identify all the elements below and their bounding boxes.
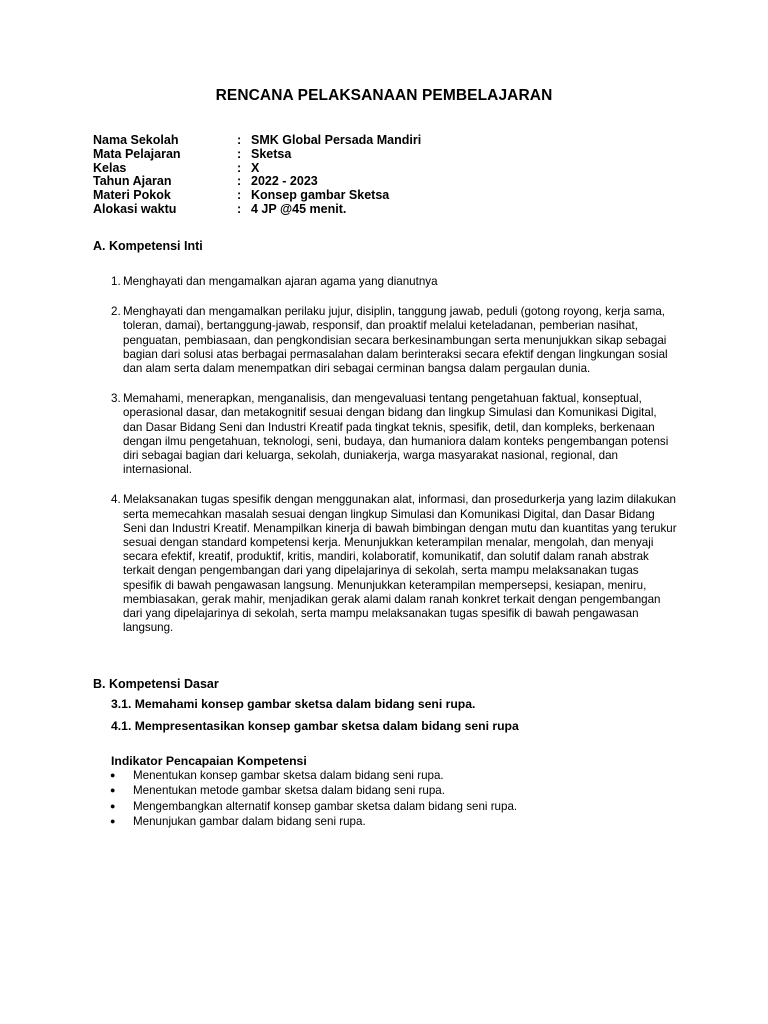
meta-label: Tahun Ajaran [93, 174, 172, 189]
meta-value: Konsep gambar Sketsa [251, 188, 390, 203]
core-competency-list [111, 275, 677, 651]
bullet-icon: ● [110, 800, 116, 811]
item-number: 1. [111, 275, 121, 288]
indicator-list [110, 768, 517, 829]
indicator-text: Menunjukan gambar dalam bidang seni rupa. [133, 814, 366, 828]
item-number: 4. [111, 493, 121, 507]
list-item [111, 275, 677, 289]
meta-row-topic [93, 189, 421, 203]
list-item [111, 392, 677, 477]
indicator-text: Menentukan metode gambar sketsa dalam bidang seni rupa. [133, 784, 445, 798]
list-item [110, 768, 517, 783]
meta-value: X [251, 160, 260, 175]
section-b-heading: B. Kompetensi Dasar [93, 677, 219, 691]
basic-competency-item: 4.1. Mempresentasikan konsep gambar sketsa dalam bidang seni rupa [111, 719, 519, 733]
meta-label: Mata Pelajaran [93, 146, 181, 161]
item-text: Melaksanakan tugas spesifik dengan menggunakan alat, informasi, dan prosedurkerja yang lazim dilakukan serta memecahkan masalah sesuai dengan lingkup Simulasi dan Komunikasi Digital, dan Dasar Bidang Seni dan Industri Kreatif. Menampilkan kinerja di bawah bimbingan dengan mutu dan kuantitas yang terukur sesuai dengan standard kompetensi kerja. Menunjukkan keterampilan menalar, mengolah, dan menyaji secara efektif, kreatif, produktif, kritis, mandiri, kolaboratif, komunikatif, dan solutif dalam ranah abstrak terkait dengan pengembangan dari yang dipelajarinya di sekolah, serta mampu melaksanakan tugas spesifik di bawah pengawasan langsung. Menunjukkan keterampilan mempersepsi, kesiapan, meniru, membiasakan, gerak mahir, menjadikan gerak alami dalam ranah konkret terkait dengan pengembangan dari yang dipelajarinya di sekolah, serta mampu melaksanakan tugas spesifik di bawah pengawasan langsung. [123, 493, 677, 635]
meta-row-time [93, 203, 421, 217]
item-text: Memahami, menerapkan, menganalisis, dan mengevaluasi tentang pengetahuan faktual, konseptual, operasional dasar, dan metakognitif sesuai dengan bidang dan lingkup Simulasi dan Komunikasi Digital, dan Dasar Bidang Seni dan Industri Kreatif pada tingkat teknis, spesifik, detil, dan kompleks, berkenaan dengan ilmu pengetahuan, teknologi, seni, budaya, dan humaniora dalam konteks pengembangan potensi diri sebagai bagian dari keluarga, sekolah, duniakerja, warga masyarakat nasional, regional, dan internasional. [123, 392, 669, 477]
meta-label: Nama Sekolah [93, 133, 179, 147]
meta-label: Kelas [93, 160, 127, 175]
meta-colon: : [237, 146, 242, 161]
bullet-icon: ● [110, 815, 116, 826]
meta-value: Sketsa [251, 146, 292, 161]
indicator-title: Indikator Pencapaian Kompetensi [111, 754, 307, 768]
meta-value: SMK Global Persada Mandiri [251, 133, 422, 147]
list-item [110, 814, 517, 829]
item-text: Menghayati dan mengamalkan perilaku jujur, disiplin, tanggung jawab, peduli (gotong royong, kerja sama, toleran, damai), bertanggung-jawab, responsif, dan proaktif melalui keteladanan, pemberian nasihat, penguatan, pembiasaan, dan pengkondisian secara berkesinambungan serta menunjukkan sikap sebagai bagian dari solusi atas berbagai permasalahan dalam berinteraksi secara efektif dengan lingkungan sosial dan alam serta dalam menempatkan diri sebagai cerminan bangsa dalam pergaulan dunia. [123, 305, 668, 376]
meta-label: Materi Pokok [93, 188, 171, 203]
basic-competency-item: 3.1. Memahami konsep gambar sketsa dalam bidang seni rupa. [111, 697, 476, 711]
indicator-text: Mengembangkan alternatif konsep gambar sketsa dalam bidang seni rupa. [133, 799, 518, 813]
meta-row-subject [93, 148, 421, 162]
meta-label: Alokasi waktu [93, 201, 177, 216]
item-text: Menghayati dan mengamalkan ajaran agama yang dianutnya [123, 275, 438, 288]
identity-table [93, 134, 421, 217]
list-item [110, 783, 517, 798]
meta-value: 2022 - 2023 [251, 174, 318, 189]
indicator-text: Menentukan konsep gambar sketsa dalam bidang seni rupa. [133, 769, 444, 782]
meta-row-class [93, 162, 421, 176]
list-item [111, 493, 677, 635]
meta-colon: : [237, 188, 242, 203]
document-title: RENCANA PELAKSANAAN PEMBELAJARAN [215, 87, 553, 104]
item-number: 3. [111, 392, 121, 406]
meta-row-year [93, 175, 421, 189]
meta-colon: : [237, 133, 242, 147]
bullet-icon: ● [110, 785, 116, 796]
meta-colon: : [237, 201, 242, 216]
bullet-icon: ● [110, 770, 116, 780]
item-number: 2. [111, 305, 121, 319]
list-item [110, 799, 517, 814]
section-a-heading: A. Kompetensi Inti [93, 239, 203, 253]
meta-value: 4 JP @45 menit. [251, 201, 347, 216]
meta-row-school [93, 134, 421, 148]
list-item [111, 305, 677, 376]
meta-colon: : [237, 160, 242, 175]
meta-colon: : [237, 174, 242, 189]
